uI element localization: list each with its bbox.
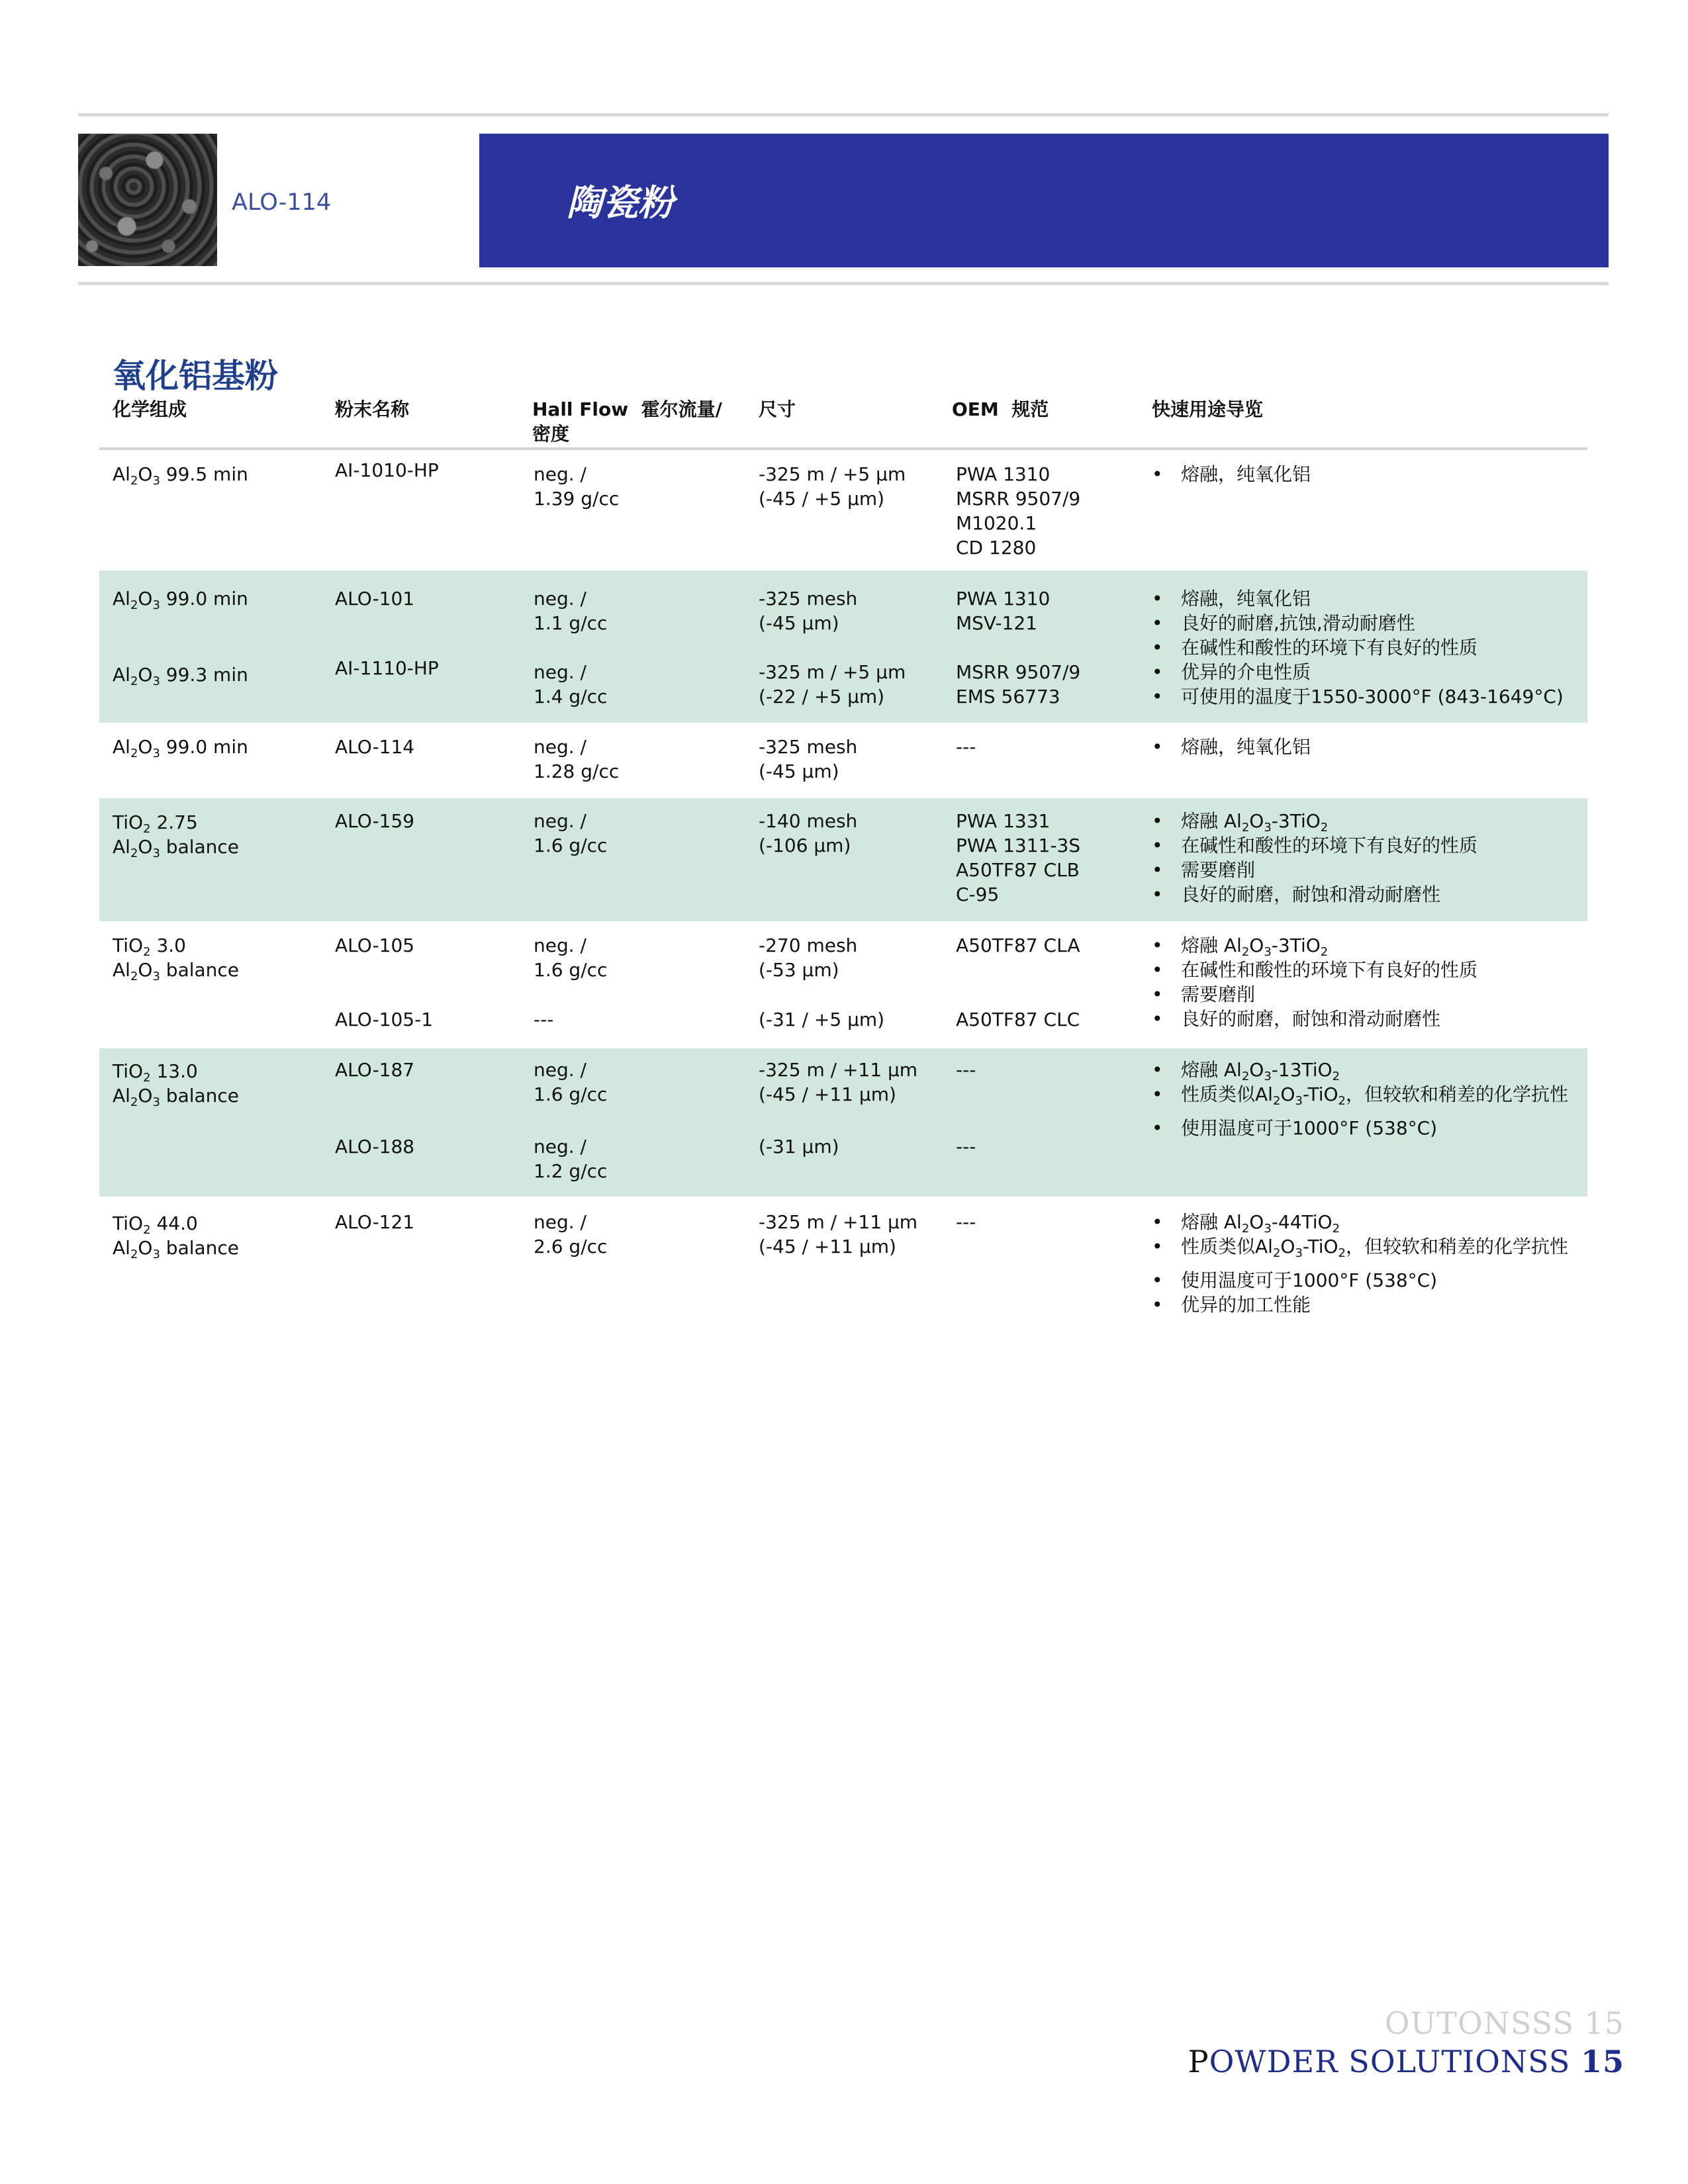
table-header-rule (99, 447, 1587, 450)
size-cell: (-31 µm) (759, 1136, 839, 1158)
powder-micrograph-image (78, 134, 217, 266)
section-heading: 氧化铝基粉 (113, 357, 278, 395)
composition-cell: TiO$_2$ 44.0 $Al_2O_3$ balance (113, 1212, 240, 1261)
top-divider (78, 113, 1609, 116)
usage-list (1152, 1058, 1568, 1140)
oem-cell: A50TF87 CLA (956, 934, 1080, 956)
size-cell: -325 m / +5 µm (-22 / +5 µm) (759, 661, 906, 707)
usage-item: • 熔融 $Al_2O_3-13TiO_2$ (1152, 1058, 1568, 1082)
usage-item: • 性质类似$Al_2O_3-TiO_2$，但较软和稍差的化学抗性 (1152, 1234, 1568, 1259)
composition-cell: $Al_2O_3$ 99.0 min (113, 588, 248, 612)
usage-list (1152, 933, 1477, 1031)
hall-flow-cell: neg. / 1.6 g/cc (534, 810, 608, 856)
hall-flow-cell: --- (534, 1009, 554, 1030)
powder-name: ALO-105 (335, 934, 415, 956)
hall-flow-cell: neg. / 1.39 g/cc (534, 463, 620, 510)
page-footer (1188, 2005, 1624, 2079)
oem-cell: A50TF87 CLC (956, 1009, 1080, 1030)
powder-name: ALO-121 (335, 1211, 415, 1233)
oem-cell: PWA 1310 MSV-121 (956, 588, 1051, 634)
powder-name: ALO-159 (335, 810, 415, 832)
powder-name: ALO-101 (335, 588, 415, 610)
usage-item: • 使用温度可于1000°F (538°C) (1152, 1268, 1568, 1293)
usage-list (1152, 1210, 1568, 1317)
size-cell: -325 mesh (-45 µm) (759, 736, 858, 782)
powder-name: ALO-105-1 (335, 1009, 434, 1030)
col-header-hall-flow (532, 397, 722, 446)
usage-item: • 良好的耐磨,抗蚀,滑动耐磨性 (1152, 611, 1564, 635)
col-header-oem: OEM 规范 (952, 398, 1049, 420)
size-cell: -140 mesh (-106 µm) (759, 810, 858, 856)
usage-list (1152, 462, 1311, 486)
col-header-size: 尺寸 (759, 398, 796, 420)
usage-item: • 熔融 $Al_2O_3-3TiO_2$ (1152, 933, 1477, 958)
footer-ghost-text: OUTONSSS 15 (1384, 2005, 1624, 2041)
powder-name: AI-1110-HP (335, 657, 439, 679)
powder-name: AI-1010-HP (335, 459, 439, 481)
composition-cell: TiO$_2$ 3.0 $Al_2O_3$ balance (113, 934, 240, 983)
composition-cell: $Al_2O_3$ 99.5 min (113, 463, 248, 488)
hall-flow-cell: neg. / 2.6 g/cc (534, 1211, 608, 1257)
footer-brand: POWDER SOLUTIONSS 15 (1188, 2044, 1624, 2079)
size-cell: -325 m / +5 µm (-45 / +5 µm) (759, 463, 906, 510)
usage-item: • 良好的耐磨，耐蚀和滑动耐磨性 (1152, 882, 1477, 907)
usage-item: • 使用温度可于1000°F (538°C) (1152, 1116, 1568, 1140)
product-code: ALO-114 (232, 189, 332, 216)
composition-cell: TiO$_2$ 13.0 $Al_2O_3$ balance (113, 1060, 240, 1109)
hall-flow-cell: neg. / 1.6 g/cc (534, 1059, 608, 1105)
col-header-usage: 快速用途导览 (1152, 398, 1264, 420)
page-title: 陶瓷粉 (567, 182, 674, 224)
oem-cell: PWA 1331 PWA 1311-3S A50TF87 CLB C-95 (956, 810, 1081, 905)
usage-item: • 熔融，纯氧化铝 (1152, 462, 1311, 486)
size-cell: -325 mesh (-45 µm) (759, 588, 858, 634)
oem-cell: --- (956, 1059, 976, 1081)
page-number: 15 (1580, 2044, 1624, 2079)
usage-list (1152, 809, 1477, 907)
title-bar (479, 134, 1609, 267)
usage-item: • 可使用的温度于1550-3000°F (843-1649°C) (1152, 684, 1564, 709)
usage-list (1152, 586, 1564, 709)
hall-flow-cell: neg. / 1.28 g/cc (534, 736, 620, 782)
powder-name: ALO-187 (335, 1059, 415, 1081)
usage-item: • 在碱性和酸性的环境下有良好的性质 (1152, 635, 1564, 660)
col-header-hall-flow-line1: Hall Flow 霍尔流量/ (532, 398, 722, 420)
oem-cell: --- (956, 1136, 976, 1158)
hall-flow-cell: neg. / 1.1 g/cc (534, 588, 608, 634)
usage-item: • 熔融，纯氧化铝 (1152, 586, 1564, 611)
header-divider (78, 282, 1609, 285)
usage-item: • 熔融 $Al_2O_3-44TiO_2$ (1152, 1210, 1568, 1234)
usage-item: • 需要磨削 (1152, 982, 1477, 1007)
size-cell: -270 mesh (-53 µm) (759, 934, 858, 981)
oem-cell: PWA 1310 MSRR 9507/9 M1020.1 CD 1280 (956, 463, 1081, 559)
usage-item: • 良好的耐磨，耐蚀和滑动耐磨性 (1152, 1007, 1477, 1031)
usage-item: • 熔融，纯氧化铝 (1152, 735, 1311, 759)
powder-name: ALO-114 (335, 736, 415, 758)
usage-item: • 优异的介电性质 (1152, 660, 1564, 684)
hall-flow-cell: neg. / 1.2 g/cc (534, 1136, 608, 1182)
powder-name: ALO-188 (335, 1136, 415, 1158)
usage-item: • 优异的加工性能 (1152, 1293, 1568, 1317)
oem-cell: --- (956, 736, 976, 758)
col-header-powder-name: 粉末名称 (335, 398, 410, 420)
usage-item: • 性质类似$Al_2O_3-TiO_2$，但较软和稍差的化学抗性 (1152, 1082, 1568, 1107)
usage-list (1152, 735, 1311, 759)
usage-item: • 熔融 $Al_2O_3-3TiO_2$ (1152, 809, 1477, 833)
col-header-composition: 化学组成 (113, 398, 187, 420)
usage-item: • 在碱性和酸性的环境下有良好的性质 (1152, 958, 1477, 982)
composition-cell: TiO$_2$ 2.75 $Al_2O_3$ balance (113, 811, 240, 860)
col-header-hall-flow-line2: 密度 (532, 423, 570, 445)
oem-cell: MSRR 9507/9 EMS 56773 (956, 661, 1081, 707)
hall-flow-cell: neg. / 1.4 g/cc (534, 661, 608, 707)
usage-item: • 需要磨削 (1152, 858, 1477, 882)
size-cell: -325 m / +11 µm (-45 / +11 µm) (759, 1211, 918, 1257)
composition-cell: $Al_2O_3$ 99.0 min (113, 736, 248, 760)
hall-flow-cell: neg. / 1.6 g/cc (534, 934, 608, 981)
usage-item: • 在碱性和酸性的环境下有良好的性质 (1152, 833, 1477, 858)
composition-cell: $Al_2O_3$ 99.3 min (113, 664, 248, 688)
size-cell: -325 m / +11 µm (-45 / +11 µm) (759, 1059, 918, 1105)
size-cell: (-31 / +5 µm) (759, 1009, 885, 1030)
oem-cell: --- (956, 1211, 976, 1233)
